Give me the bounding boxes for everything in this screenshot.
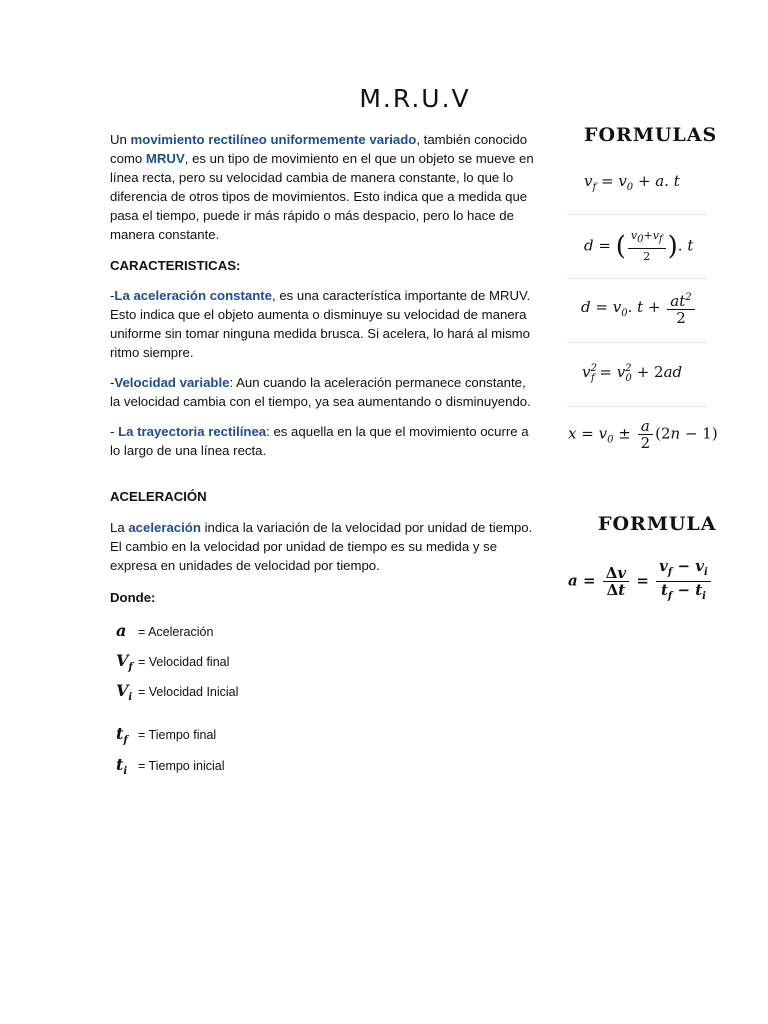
item1-text: , es una característica importante de MRUV. Esto indica que el objeto aumenta o disminuye su velocidad de manera uniforme sin tomar ninguna medida brusca. Si acelera, lo hará al mismo ritmo siempre. bbox=[110, 288, 531, 360]
formula-title: FORMULA bbox=[598, 513, 717, 535]
intro-text-c: , es un tipo de movimiento en el que un objeto se mueve en línea recta, pero su velocidad cambia de manera constante, lo que lo diferencia de otros tipos de movimientos. Esto indica que a medida que pasa el tiempo, puede ir más rápido o más despacio, pero lo hace de manera constante. bbox=[110, 151, 534, 242]
intro-highlight-mruv-full: movimiento rectilíneo uniformemente variado bbox=[130, 132, 417, 147]
caracteristica-item-3 bbox=[110, 422, 538, 460]
item1-highlight: La aceleración constante bbox=[114, 288, 272, 303]
formula-separator bbox=[567, 278, 707, 279]
legend-text: = Velocidad Inicial bbox=[138, 685, 239, 699]
legend-text: = Velocidad final bbox=[138, 655, 230, 669]
item2-highlight: Velocidad variable bbox=[114, 375, 230, 390]
caracteristica-item-2 bbox=[110, 373, 538, 411]
intro-highlight-mruv: MRUV bbox=[145, 151, 185, 166]
formula-velocidad-cuadrado: $v^2_f = v^2_0 + 2ad$ bbox=[582, 363, 683, 384]
acel-text-a: La bbox=[110, 520, 129, 535]
legend-text: = Tiempo final bbox=[138, 728, 217, 742]
formula-aceleracion: a = $\frac{\Delta v}{\Delta t}$ = $\frac{v_f - v_i}{t_f - t_i}$ bbox=[568, 558, 713, 605]
formula-separator bbox=[567, 214, 707, 215]
legend-row-tiempo-final bbox=[116, 723, 216, 747]
intro-text-b: , también conocido como bbox=[110, 132, 528, 166]
aceleracion-heading: ACELERACIÓN bbox=[110, 489, 207, 504]
item3-highlight: La trayectoria rectilínea bbox=[118, 424, 267, 439]
formula-separator bbox=[567, 406, 707, 407]
intro-paragraph bbox=[110, 130, 538, 244]
acel-highlight: aceleración bbox=[128, 520, 201, 535]
formula-velocidad-final: $v_f = v_0 + a$. t bbox=[584, 172, 680, 193]
item3-dash: - bbox=[110, 424, 119, 439]
legend-text: = Aceleración bbox=[138, 625, 214, 639]
legend-symbol: $t_f$ bbox=[116, 723, 128, 747]
legend-row-velocidad-final bbox=[116, 650, 229, 674]
formula-distancia: $d = v_0$. t + $\frac{at^2}{2}$ bbox=[581, 290, 697, 326]
aceleracion-paragraph bbox=[110, 518, 538, 575]
caracteristicas-heading: CARACTERISTICAS: bbox=[110, 258, 241, 273]
item3-text: : es aquella en la que el movimiento ocurre a lo largo de una línea recta. bbox=[110, 424, 529, 458]
donde-label: Donde: bbox=[110, 590, 156, 605]
intro-text-a: Un bbox=[110, 132, 131, 147]
legend-row-velocidad-inicial bbox=[116, 680, 238, 704]
formula-separator bbox=[567, 342, 707, 343]
formulas-title: FORMULAS bbox=[584, 124, 718, 146]
legend-symbol: a bbox=[116, 620, 127, 640]
legend-symbol: $t_i$ bbox=[116, 754, 128, 778]
formula-distancia-n-esimo: $x = v_0$ ± $\frac{a}{2}$ (2n − 1) bbox=[568, 417, 718, 452]
page-title: M.R.U.V bbox=[359, 84, 471, 113]
legend-symbol: $V_f$ bbox=[116, 650, 133, 674]
item1-dash: - bbox=[110, 288, 115, 303]
item2-text: : Aun cuando la aceleración permanece constante, la velocidad cambia con el tiempo, ya sea aumentando o disminuyendo. bbox=[110, 375, 531, 409]
legend-row-aceleracion bbox=[116, 620, 213, 644]
legend-text: = Tiempo inicial bbox=[138, 759, 225, 773]
caracteristica-item-1 bbox=[110, 286, 538, 362]
acel-text-b: indica la variación de la velocidad por unidad de tiempo. El cambio en la velocidad por unidad de tiempo es su medida y se expresa en unidades de velocidad por tiempo. bbox=[110, 520, 533, 573]
legend-symbol: $V_i$ bbox=[116, 680, 133, 704]
item2-dash: - bbox=[110, 375, 115, 390]
legend-row-tiempo-inicial bbox=[116, 754, 225, 778]
formula-distancia-promedio: d = ( $\frac{v_0+v_f}{2}$ ). t bbox=[584, 229, 694, 264]
